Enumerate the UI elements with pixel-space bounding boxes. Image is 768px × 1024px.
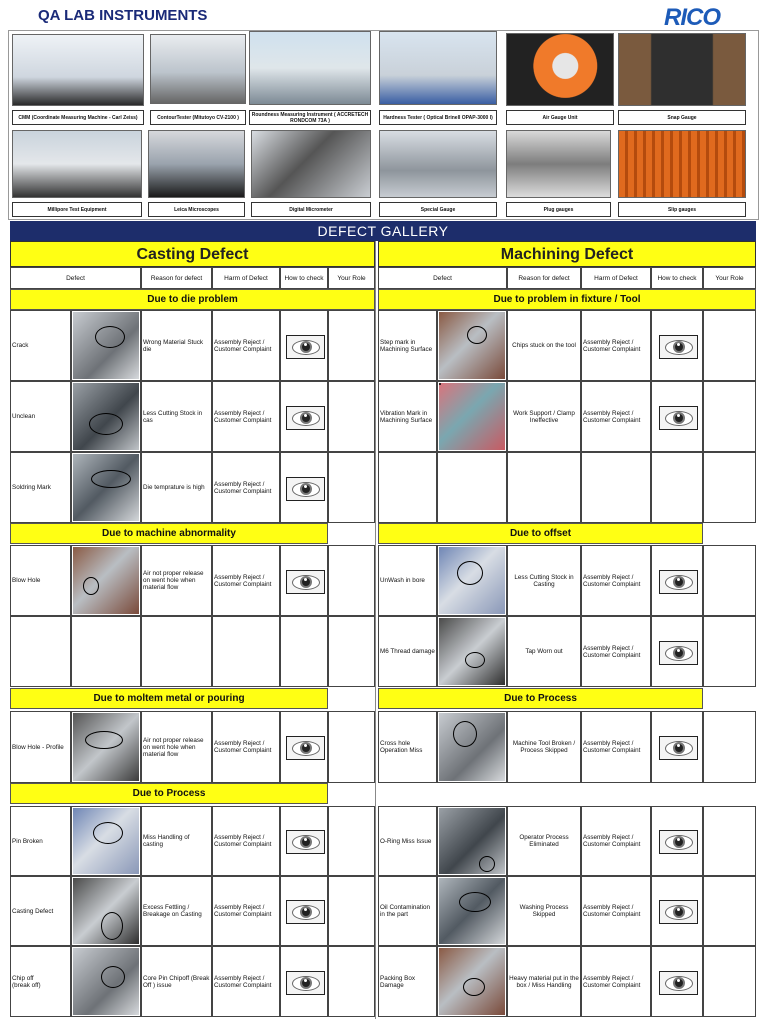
- casting-reason: Excess Fettling / Breakage on Casting: [141, 876, 212, 946]
- eye-icon: [286, 900, 325, 924]
- defect-highlight-ring: [439, 383, 441, 385]
- casting-col-harm: Harm of Defect: [212, 267, 280, 289]
- instrument-caption: Snap Gauge: [618, 110, 746, 125]
- machining-how-to-check: [651, 711, 703, 783]
- machining-defect-name: O-Ring Miss Issue: [378, 806, 437, 876]
- instrument-photo: [506, 130, 611, 198]
- casting-harm: Assembly Reject / Customer Complaint: [212, 946, 280, 1017]
- machining-defect-name: Cross hole Operation Miss: [378, 711, 437, 783]
- rico-logo: RICO: [664, 4, 720, 31]
- page-title: QA LAB INSTRUMENTS: [38, 7, 208, 24]
- machining-defect-image: [437, 806, 507, 876]
- casting-col-role: Your Role: [328, 267, 375, 289]
- machining-harm: Assembly Reject / Customer Complaint: [581, 310, 651, 381]
- instrument-photo: [148, 130, 245, 198]
- machining-how-to-check: [651, 806, 703, 876]
- casting-your-role: [328, 806, 375, 876]
- machining-reason: Less Cutting Stock in Casting: [507, 545, 581, 616]
- machining-col-role: Your Role: [703, 267, 756, 289]
- defect-highlight-ring: [95, 326, 125, 348]
- machining-defect-name: Oil Contamination in the part: [378, 876, 437, 946]
- casting-your-role: [328, 711, 375, 783]
- machining-reason: [507, 452, 581, 523]
- eye-icon: [659, 641, 698, 665]
- defect-photo: [439, 312, 505, 379]
- casting-your-role: [328, 381, 375, 452]
- defect-highlight-ring: [467, 326, 487, 344]
- machining-how-to-check: [651, 381, 703, 452]
- instrument-caption: Plug gauges: [506, 202, 611, 217]
- machining-defect-name: M6 Thread damage: [378, 616, 437, 687]
- defect-photo: [439, 547, 505, 614]
- machining-how-to-check: [651, 946, 703, 1017]
- machining-defect-image: [437, 876, 507, 946]
- casting-defect-name: Unclean: [10, 381, 71, 452]
- machining-section-offset: Due to offset: [378, 523, 703, 544]
- machining-how-to-check: [651, 545, 703, 616]
- defect-highlight-ring: [91, 470, 131, 488]
- eye-icon: [286, 971, 325, 995]
- machining-defect-image: [437, 310, 507, 381]
- machining-harm: Assembly Reject / Customer Complaint: [581, 616, 651, 687]
- instrument-caption: Digital Micrometer: [251, 202, 371, 217]
- defect-photo: [439, 948, 505, 1015]
- machining-your-role: [703, 545, 756, 616]
- defect-photo: [73, 547, 139, 614]
- casting-section-process: Due to Process: [10, 783, 328, 804]
- instrument-photo: [618, 130, 746, 198]
- machining-reason: Tap Worn out: [507, 616, 581, 687]
- casting-harm: [212, 616, 280, 687]
- machining-your-role: [703, 946, 756, 1017]
- casting-how-to-check: [280, 876, 328, 946]
- casting-how-to-check: [280, 616, 328, 687]
- machining-your-role: [703, 806, 756, 876]
- machining-defect-name: Packing Box Damage: [378, 946, 437, 1017]
- casting-how-to-check: [280, 310, 328, 381]
- machining-your-role: [703, 711, 756, 783]
- eye-icon: [286, 570, 325, 594]
- instrument-tile: [618, 130, 746, 217]
- instrument-photo: [618, 33, 746, 106]
- casting-defect-image: [71, 616, 141, 687]
- machining-col-reason: Reason for defect: [507, 267, 581, 289]
- defect-highlight-ring: [453, 721, 477, 747]
- casting-reason: Air not proper release on went hole when material flow: [141, 711, 212, 783]
- casting-how-to-check: [280, 381, 328, 452]
- casting-your-role: [328, 545, 375, 616]
- instrument-photo: [379, 31, 497, 105]
- machining-section-process: Due to Process: [378, 688, 703, 709]
- machining-how-to-check: [651, 616, 703, 687]
- machining-defect-image: [437, 545, 507, 616]
- casting-section-machine: Due to machine abnormality: [10, 523, 328, 544]
- casting-defect-image: [71, 876, 141, 946]
- instrument-tile: [12, 130, 142, 217]
- machining-harm: Assembly Reject / Customer Complaint: [581, 711, 651, 783]
- defect-photo: [73, 878, 139, 944]
- machining-how-to-check: [651, 310, 703, 381]
- eye-icon: [659, 830, 698, 854]
- defect-photo: [439, 713, 505, 781]
- instrument-tile: [12, 34, 144, 125]
- eye-icon: [286, 335, 325, 359]
- casting-harm: Assembly Reject / Customer Complaint: [212, 545, 280, 616]
- casting-defect-image: [71, 946, 141, 1017]
- instrument-caption: ContourTester (Mitutoyo CV-2100 ): [150, 110, 246, 125]
- machining-your-role: [703, 310, 756, 381]
- defect-highlight-ring: [463, 978, 485, 996]
- casting-defect-name: [10, 616, 71, 687]
- casting-defect-name: Chip off (break off): [10, 946, 71, 1017]
- defect-highlight-ring: [457, 561, 483, 585]
- machining-defect-name: UnWash in bore: [378, 545, 437, 616]
- column-divider: [375, 241, 376, 1019]
- machining-reason: Machine Tool Broken / Process Skipped: [507, 711, 581, 783]
- instrument-tile: [618, 33, 746, 125]
- defect-photo: [439, 808, 505, 874]
- casting-your-role: [328, 876, 375, 946]
- eye-icon: [286, 736, 325, 760]
- machining-defect-name: Step mark in Machining Surface: [378, 310, 437, 381]
- instrument-tile: [148, 130, 245, 217]
- casting-defect-image: [71, 806, 141, 876]
- casting-how-to-check: [280, 452, 328, 523]
- instrument-tile: [150, 34, 246, 125]
- casting-defect-name: Blow Hole - Profile: [10, 711, 71, 783]
- casting-your-role: [328, 616, 375, 687]
- casting-reason: Wrong Material Stuck die: [141, 310, 212, 381]
- gallery-title: DEFECT GALLERY: [10, 221, 756, 241]
- machining-defect-image: [437, 452, 507, 523]
- defect-highlight-ring: [465, 652, 485, 668]
- eye-icon: [659, 736, 698, 760]
- casting-how-to-check: [280, 946, 328, 1017]
- eye-icon: [286, 477, 325, 501]
- machining-harm: Assembly Reject / Customer Complaint: [581, 381, 651, 452]
- casting-how-to-check: [280, 711, 328, 783]
- instrument-tile: [249, 31, 371, 125]
- machining-your-role: [703, 452, 756, 523]
- machining-your-role: [703, 616, 756, 687]
- instrument-tile: [379, 31, 497, 125]
- casting-defect-name: Blow Hole: [10, 545, 71, 616]
- casting-col-how: How to check: [280, 267, 328, 289]
- instrument-caption: Millipore Test Equipment: [12, 202, 142, 217]
- instrument-photo: [12, 130, 142, 198]
- instrument-caption: Roundness Measuring Instrument ( ACCRETECH RONDCOM 73A ): [249, 110, 371, 125]
- machining-harm: Assembly Reject / Customer Complaint: [581, 545, 651, 616]
- instrument-caption: Leica Microscopes: [148, 202, 245, 217]
- defect-photo: [439, 383, 505, 450]
- instrument-tile: [506, 130, 611, 217]
- machining-section-fixture: Due to problem in fixture / Tool: [378, 289, 756, 310]
- eye-icon: [659, 900, 698, 924]
- casting-section-molten: Due to moltem metal or pouring: [10, 688, 328, 709]
- casting-reason: Core Pin Chipoff (Break Off ) issue: [141, 946, 212, 1017]
- casting-harm: Assembly Reject / Customer Complaint: [212, 310, 280, 381]
- casting-harm: Assembly Reject / Customer Complaint: [212, 711, 280, 783]
- defect-photo: [73, 383, 139, 450]
- casting-your-role: [328, 310, 375, 381]
- machining-defect-name: [378, 452, 437, 523]
- instrument-photo: [379, 130, 497, 198]
- casting-how-to-check: [280, 545, 328, 616]
- instrument-caption: Hardness Tester ( Optical Brinell OPAP-3000 I): [379, 110, 497, 125]
- instrument-tile: [251, 130, 371, 217]
- casting-defect-name: Casting Defect: [10, 876, 71, 946]
- instrument-photo: [251, 130, 371, 198]
- casting-defect-image: [71, 381, 141, 452]
- machining-reason: Chips stuck on the tool: [507, 310, 581, 381]
- defect-photo: [439, 878, 505, 944]
- machining-col-harm: Harm of Defect: [581, 267, 651, 289]
- machining-defect-image: [437, 946, 507, 1017]
- casting-defect-name: Soldring Mark: [10, 452, 71, 523]
- casting-harm: Assembly Reject / Customer Complaint: [212, 806, 280, 876]
- instrument-photo: [506, 33, 614, 106]
- instrument-tile: [379, 130, 497, 217]
- casting-defect-image: [71, 545, 141, 616]
- casting-title: Casting Defect: [10, 241, 375, 267]
- defect-photo: [73, 454, 139, 521]
- instrument-caption: Special Gauge: [379, 202, 497, 217]
- machining-defect-image: [437, 616, 507, 687]
- machining-reason: Washing Process Skipped: [507, 876, 581, 946]
- machining-harm: Assembly Reject / Customer Complaint: [581, 946, 651, 1017]
- machining-col-defect: Defect: [378, 267, 507, 289]
- eye-icon: [659, 570, 698, 594]
- instrument-photo: [150, 34, 246, 104]
- casting-col-reason: Reason for defect: [141, 267, 212, 289]
- defect-highlight-ring: [83, 577, 99, 595]
- machining-defect-image: [437, 381, 507, 452]
- defect-photo: [73, 713, 139, 781]
- defect-photo: [439, 618, 505, 685]
- machining-your-role: [703, 381, 756, 452]
- eye-icon: [659, 406, 698, 430]
- casting-how-to-check: [280, 806, 328, 876]
- machining-how-to-check: [651, 876, 703, 946]
- casting-reason: Air not proper release on went hole when material flow: [141, 545, 212, 616]
- defect-highlight-ring: [459, 892, 491, 912]
- casting-reason: [141, 616, 212, 687]
- machining-defect-image: [437, 711, 507, 783]
- casting-reason: Miss Handling of casting: [141, 806, 212, 876]
- instrument-photo: [12, 34, 144, 106]
- instrument-tile: [506, 33, 614, 125]
- defect-highlight-ring: [101, 912, 123, 940]
- machining-title: Machining Defect: [378, 241, 756, 267]
- casting-defect-image: [71, 310, 141, 381]
- casting-reason: Less Cutting Stock in cas: [141, 381, 212, 452]
- eye-icon: [286, 830, 325, 854]
- machining-your-role: [703, 876, 756, 946]
- defect-highlight-ring: [85, 731, 123, 749]
- casting-your-role: [328, 946, 375, 1017]
- casting-your-role: [328, 452, 375, 523]
- eye-icon: [659, 971, 698, 995]
- casting-harm: Assembly Reject / Customer Complaint: [212, 876, 280, 946]
- casting-defect-name: Crack: [10, 310, 71, 381]
- machining-defect-name: Vibration Mark in Machining Surface: [378, 381, 437, 452]
- machining-reason: Heavy material put in the box / Miss Handling: [507, 946, 581, 1017]
- defect-highlight-ring: [93, 822, 123, 844]
- instrument-photo: [249, 31, 371, 105]
- defect-highlight-ring: [101, 966, 125, 988]
- casting-col-defect: Defect: [10, 267, 141, 289]
- defect-photo: [73, 808, 139, 874]
- machining-col-how: How to check: [651, 267, 703, 289]
- casting-harm: Assembly Reject / Customer Complaint: [212, 381, 280, 452]
- instrument-caption: Air Gauge Unit: [506, 110, 614, 125]
- casting-defect-image: [71, 711, 141, 783]
- machining-how-to-check: [651, 452, 703, 523]
- casting-defect-image: [71, 452, 141, 523]
- casting-defect-name: Pin Broken: [10, 806, 71, 876]
- machining-harm: [581, 452, 651, 523]
- defect-photo: [73, 948, 139, 1015]
- casting-section-die: Due to die problem: [10, 289, 375, 310]
- machining-reason: Operator Process Eliminated: [507, 806, 581, 876]
- defect-highlight-ring: [479, 856, 495, 872]
- machining-reason: Work Support / Clamp Ineffective: [507, 381, 581, 452]
- eye-icon: [659, 335, 698, 359]
- defect-photo: [73, 312, 139, 379]
- machining-harm: Assembly Reject / Customer Complaint: [581, 876, 651, 946]
- casting-reason: Die temprature is high: [141, 452, 212, 523]
- instrument-caption: CMM (Coordinate Measuring Machine - Carl Zeiss): [12, 110, 144, 125]
- casting-harm: Assembly Reject / Customer Complaint: [212, 452, 280, 523]
- machining-harm: Assembly Reject / Customer Complaint: [581, 806, 651, 876]
- instrument-caption: Slip gauges: [618, 202, 746, 217]
- defect-highlight-ring: [89, 413, 123, 435]
- eye-icon: [286, 406, 325, 430]
